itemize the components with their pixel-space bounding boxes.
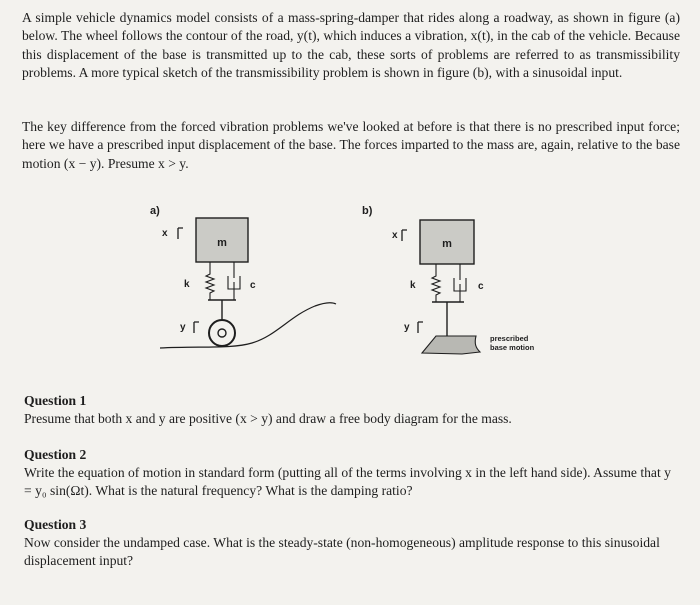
question-2-body: Write the equation of motion in standard form (putting all of the terms involving x in the left hand side). Assume that y = y₀ sin(Ωt). What is the natural frequency? What is the damping ratio?	[24, 465, 671, 498]
figure-a-damper-label: c	[250, 280, 256, 291]
question-3-title: Question 3	[24, 517, 87, 532]
question-1	[24, 392, 680, 428]
question-2-title: Question 2	[24, 447, 87, 462]
intro-paragraph-1-text: A simple vehicle dynamics model consists of a mass-spring-damper that rides along a roadway, as shown in figure (a) below. The wheel follows the contour of the road, y(t), which induces a vibration, x(t), in the cab of the vehicle. Because this displacement of the base is transmitted up to the cab, these sorts of problems are referred to as transmissibility problems. A more typical sketch of the transmissibility problem is shown in figure (b), with a sinusoidal input.	[22, 10, 680, 81]
vehicle-model-figure	[140, 196, 570, 376]
figure-a-x-label: x	[162, 228, 168, 239]
figure-b-damper-label: c	[478, 281, 484, 292]
figure-a-spring-label: k	[184, 279, 190, 290]
figure-a-wheel-hub	[218, 329, 226, 337]
figure-a-spring	[206, 262, 214, 300]
question-1-body: Presume that both x and y are positive (x > y) and draw a free body diagram for the mass.	[24, 411, 512, 426]
figure-b-strut	[432, 302, 464, 336]
figure-a-y-label: y	[180, 322, 186, 333]
figure-b-label: b)	[362, 205, 373, 217]
figure-b-x-arrow	[402, 230, 407, 241]
figure-b	[362, 205, 535, 354]
question-3-body: Now consider the undamped case. What is the steady-state (non-homogeneous) amplitude response to this sinusoidal displacement input?	[24, 535, 660, 568]
figure-b-y-arrow	[418, 322, 423, 333]
figure-a	[150, 205, 336, 348]
figure-b-mass-label: m	[442, 238, 452, 250]
figure-b-spring-label: k	[410, 280, 416, 291]
figure-a-x-arrow	[178, 228, 183, 239]
figure-b-y-label: y	[404, 322, 410, 333]
intro-paragraph-2-text: The key difference from the forced vibration problems we've looked at before is that there is no prescribed input force; here we have a prescribed input displacement of the base. The forces imparted to the mass are, again, relative to the base motion (x − y). Presume x > y.	[22, 119, 680, 171]
figure-a-y-arrow	[194, 322, 199, 333]
figure-b-annotation-line1: prescribed	[490, 334, 529, 343]
figure-a-label: a)	[150, 205, 160, 217]
figure-a-road	[160, 303, 336, 348]
question-3	[24, 516, 680, 570]
intro-paragraph-1	[22, 9, 680, 83]
figure-a-damper	[228, 262, 240, 300]
question-2	[24, 446, 680, 500]
figure-b-x-label: x	[392, 230, 398, 241]
figure-b-base	[422, 336, 480, 354]
intro-paragraph-2	[22, 118, 680, 173]
figure-a-mass-label: m	[217, 237, 227, 249]
figure-b-damper	[454, 264, 466, 302]
figure-a-strut	[208, 300, 236, 320]
figure-b-annotation-line2: base motion	[490, 343, 535, 352]
question-1-title: Question 1	[24, 393, 87, 408]
figure-b-spring	[432, 264, 440, 302]
